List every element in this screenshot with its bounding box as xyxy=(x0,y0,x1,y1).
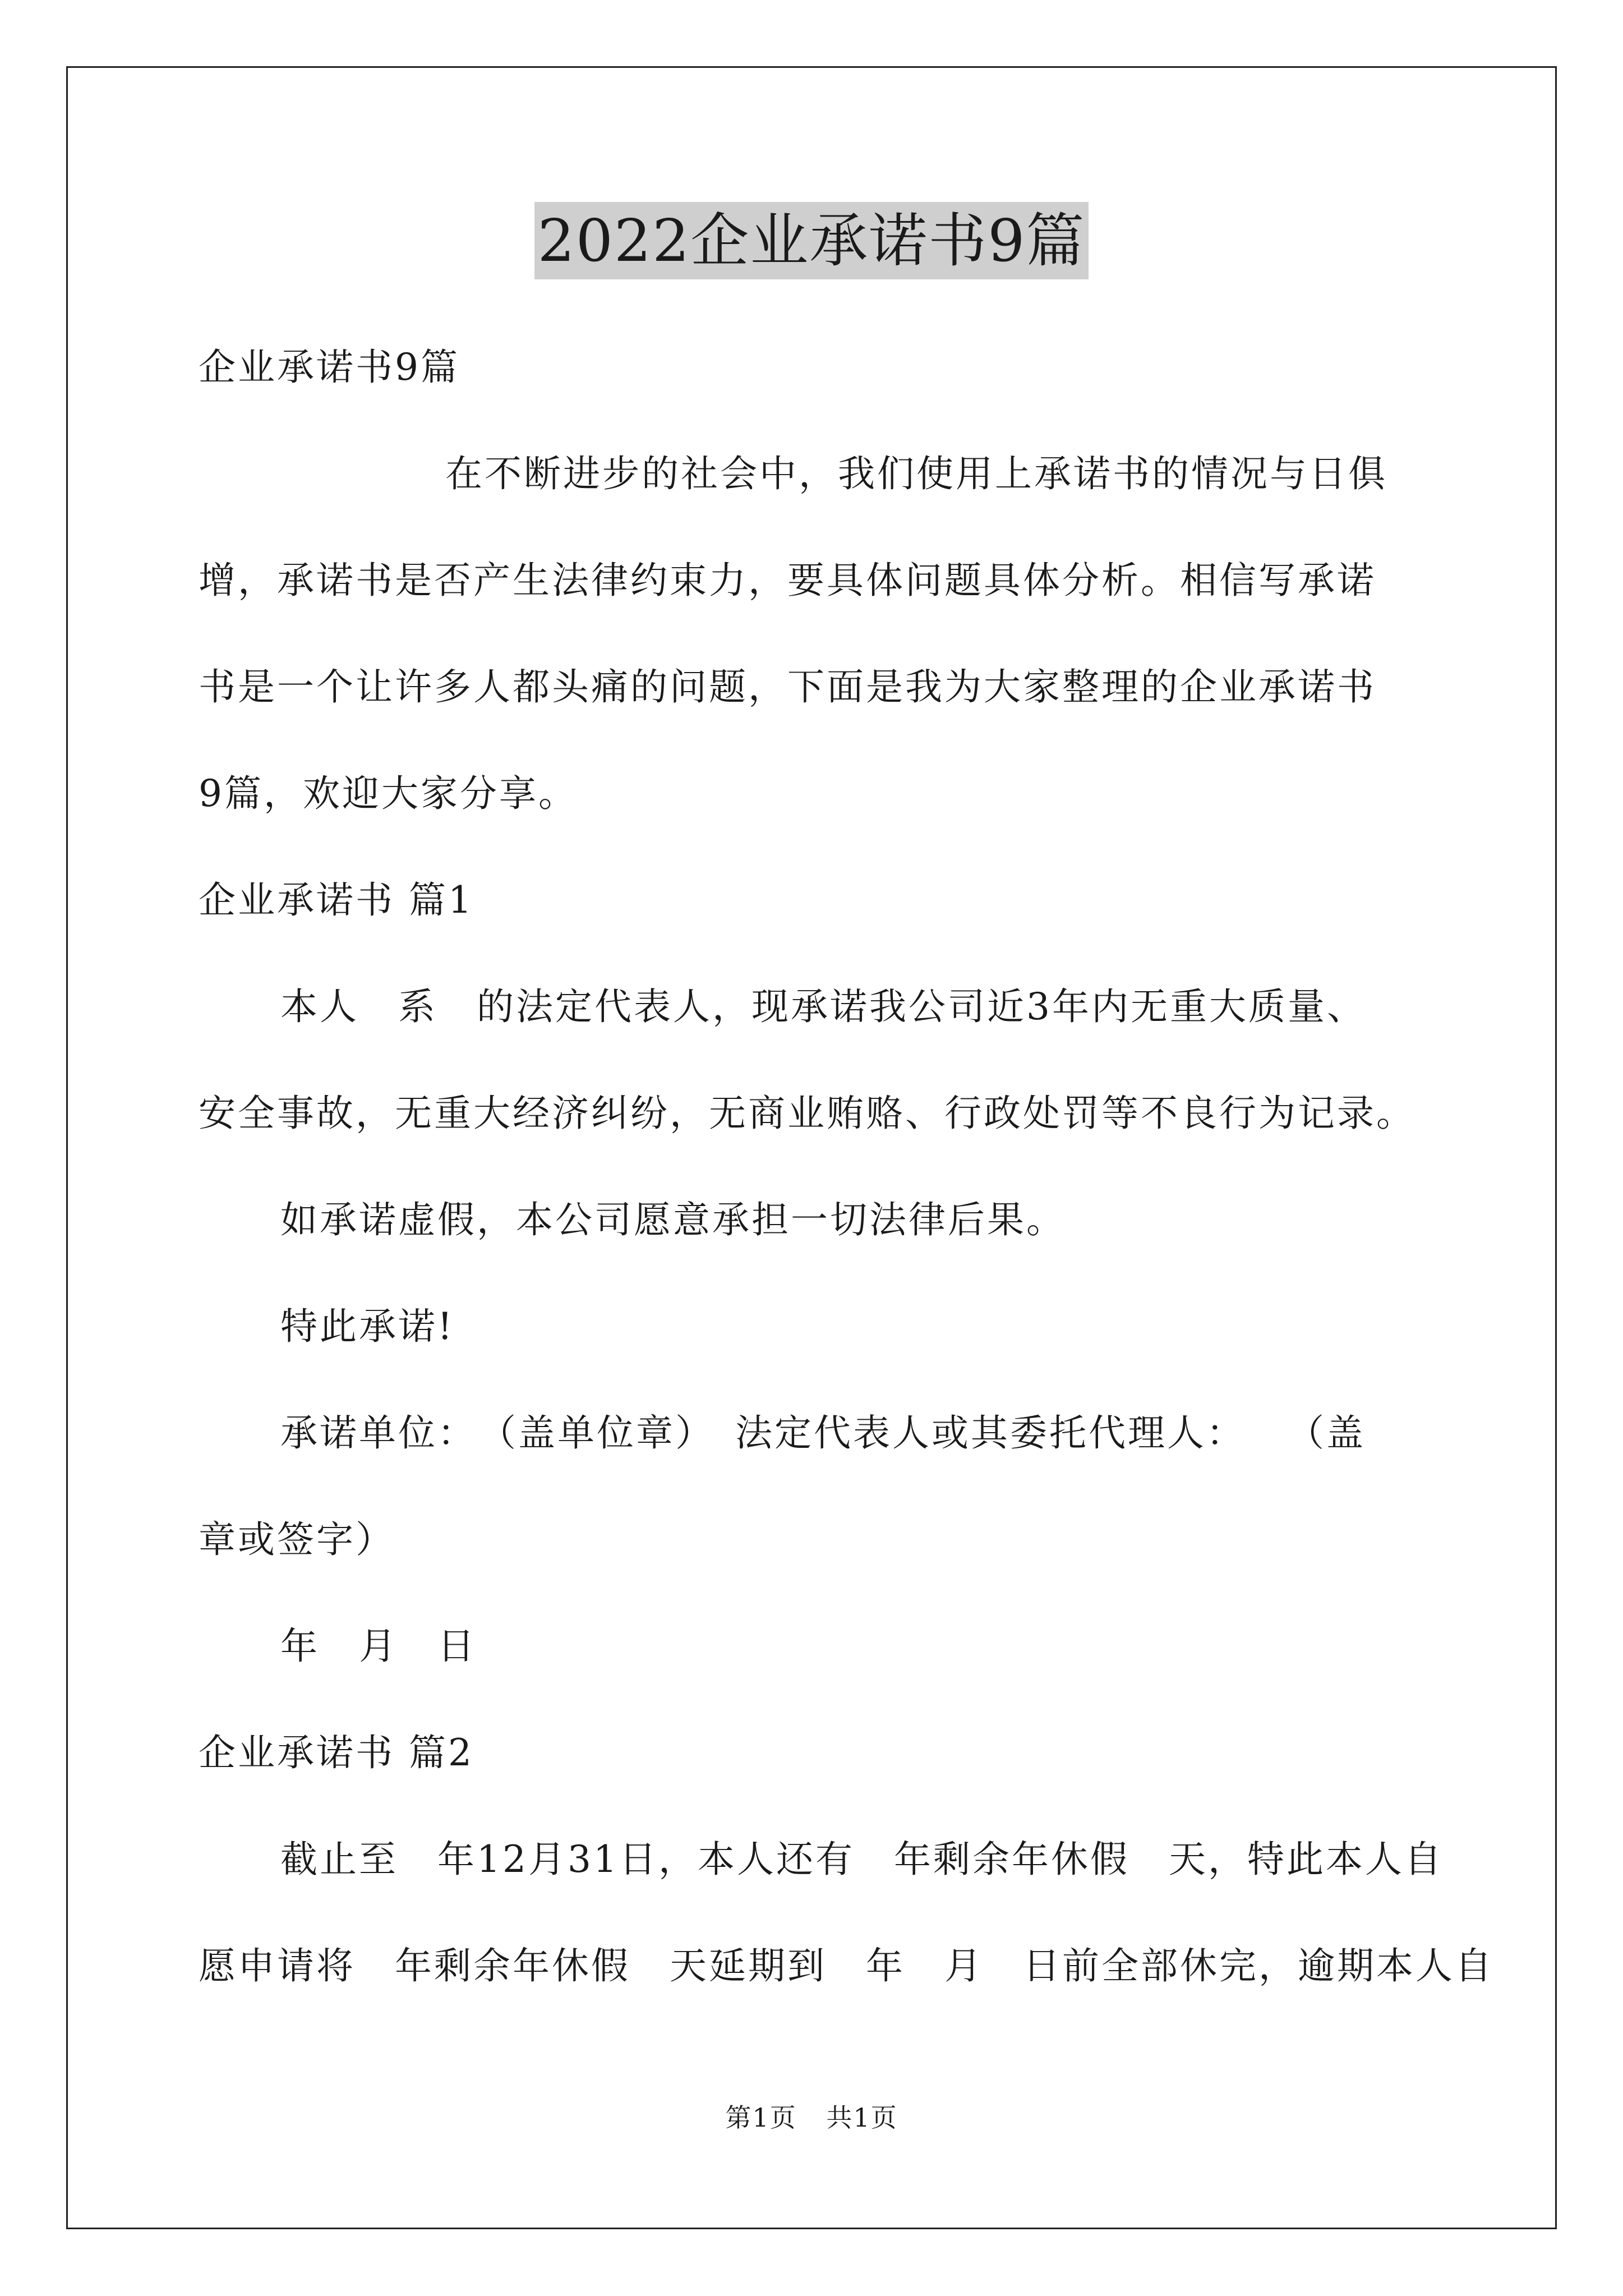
body-line: 在不断进步的社会中，我们使用上承诺书的情况与日俱 xyxy=(445,452,1387,495)
body-line: 本人 系 的法定代表人，现承诺我公司近3年内无重大质量、 xyxy=(280,985,1366,1028)
page-footer xyxy=(0,2101,1623,2134)
title-container xyxy=(0,202,1623,279)
body-line: 企业承诺书 篇2 xyxy=(199,1731,474,1774)
document-title: 2022企业承诺书9篇 xyxy=(534,202,1089,279)
page-number-current: 第1页 xyxy=(725,2102,797,2133)
body-line: 安全事故，无重大经济纠纷，无商业贿赂、行政处罚等不良行为记录。 xyxy=(199,1092,1415,1135)
body-line: 年 月 日 xyxy=(280,1625,477,1668)
body-line: 承诺单位： （盖单位章） 法定代表人或其委托代理人： （盖 xyxy=(280,1411,1366,1455)
body-line: 如承诺虚假，本公司愿意承担一切法律后果。 xyxy=(280,1198,1066,1241)
body-line: 书是一个让许多人都头痛的问题，下面是我为大家整理的企业承诺书 xyxy=(199,665,1376,708)
body-line: 愿申请将 年剩余年休假 天延期到 年 月 日前全部休完，逾期本人自 xyxy=(199,1944,1494,1987)
body-line: 章或签字） xyxy=(199,1518,395,1561)
body-line: 9篇，欢迎大家分享。 xyxy=(199,772,578,815)
body-line: 增，承诺书是否产生法律约束力，要具体问题具体分析。相信写承诺 xyxy=(199,559,1376,602)
body-line: 企业承诺书 篇1 xyxy=(199,878,474,922)
body-line: 截止至 年12月31日，本人还有 年剩余年休假 天，特此本人自 xyxy=(280,1838,1444,1881)
document-body xyxy=(199,314,1494,2019)
page-number-total: 共1页 xyxy=(826,2102,898,2133)
body-line: 特此承诺! xyxy=(280,1305,455,1348)
body-line: 企业承诺书9篇 xyxy=(199,346,460,389)
